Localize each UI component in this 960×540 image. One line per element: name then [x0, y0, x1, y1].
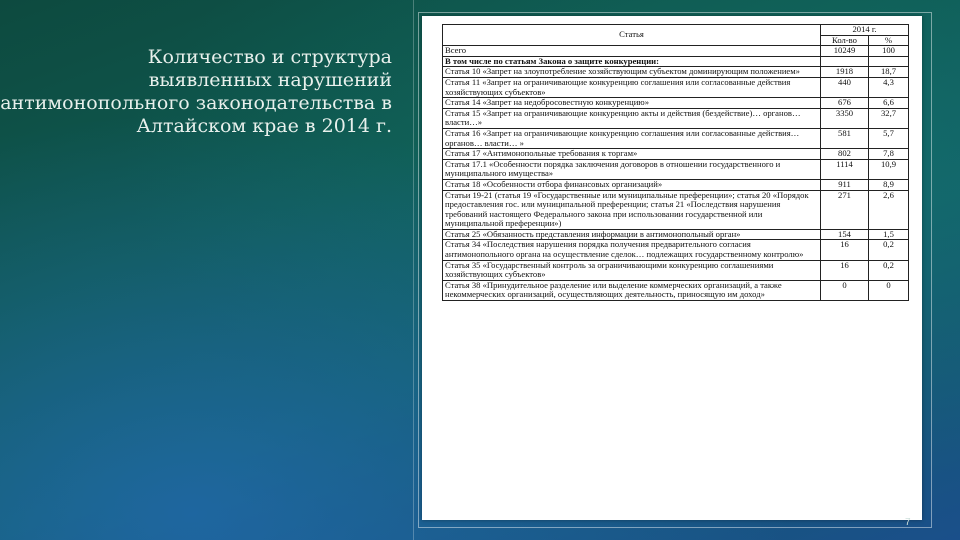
cell-article: Статья 10 «Запрет на злоупотребление хозяйствующим субъектом доминирующим положением» — [443, 67, 821, 78]
cell-article: Статья 11 «Запрет на ограничивающие конкуренцию соглашения или согласованные действия хозяйствующих субъектов» — [443, 77, 821, 97]
cell-count: 802 — [821, 149, 869, 160]
cell-count: 911 — [821, 179, 869, 190]
cell-count: 676 — [821, 98, 869, 109]
cell-article: Статья 15 «Запрет на ограничивающие конкуренцию акты и действия (бездействие)… органов… власти…» — [443, 108, 821, 128]
cell-percent: 8,9 — [869, 179, 909, 190]
slide-title-line: антимонопольного законодательства в — [0, 92, 392, 114]
cell-percent: 0,2 — [869, 260, 909, 280]
cell-count: 271 — [821, 190, 869, 229]
cell-percent: 7,8 — [869, 149, 909, 160]
page-number: 7 — [905, 517, 911, 528]
cell-percent: 2,6 — [869, 190, 909, 229]
cell-percent: 32,7 — [869, 108, 909, 128]
table-row — [443, 260, 909, 280]
cell-count: 10249 — [821, 46, 869, 57]
cell-article: Статья 17 «Антимонопольные требования к торгам» — [443, 149, 821, 160]
cell-count: 154 — [821, 229, 869, 240]
table-row — [443, 67, 909, 78]
cell-percent: 6,6 — [869, 98, 909, 109]
cell-percent: 0,2 — [869, 240, 909, 260]
header-percent: % — [869, 35, 909, 46]
cell-article: Статья 35 «Государственный контроль за ограничивающими конкуренцию соглашениями хозяйствующих субъектов» — [443, 260, 821, 280]
cell-article: Статья 16 «Запрет на ограничивающие конкуренцию соглашения или согласованные действия… органов… власти… » — [443, 128, 821, 148]
cell-count: 440 — [821, 77, 869, 97]
slide-title-line: выявленных нарушений — [148, 69, 392, 91]
cell-article: Статья 38 «Принудительное разделение или выделение коммерческих организаций, а также некоммерческих организаций, осуществляющих деятельность, приносящую им доход» — [443, 280, 821, 300]
table-row — [443, 190, 909, 229]
table-row — [443, 179, 909, 190]
table-header-row — [443, 25, 909, 36]
header-article: Статья — [443, 25, 821, 46]
cell-percent: 100 — [869, 46, 909, 57]
table-row — [443, 98, 909, 109]
cell-article: Статья 34 «Последствия нарушения порядка получения предварительного согласия антимонопольного органа на осуществление сделок… подлежащих государственному контролю» — [443, 240, 821, 260]
table-row — [443, 159, 909, 179]
cell-count: 1918 — [821, 67, 869, 78]
table-row — [443, 77, 909, 97]
cell-percent: 18,7 — [869, 67, 909, 78]
cell-count: 3350 — [821, 108, 869, 128]
slide-title — [0, 46, 392, 138]
cell-count: 1114 — [821, 159, 869, 179]
cell-count: 581 — [821, 128, 869, 148]
slide-title-line: Алтайском крае в 2014 г. — [136, 115, 392, 137]
table-row — [443, 240, 909, 260]
cell-article: Статья 18 «Особенности отбора финансовых организаций» — [443, 179, 821, 190]
table-row — [443, 56, 909, 67]
table-row — [443, 280, 909, 300]
cell-article: Статья 25 «Обязанность представления информации в антимонопольный орган» — [443, 229, 821, 240]
cell-count: 16 — [821, 260, 869, 280]
cell-article: Статья 14 «Запрет на недобросовестную конкуренцию» — [443, 98, 821, 109]
table-row — [443, 229, 909, 240]
cell-percent — [869, 56, 909, 67]
header-year: 2014 г. — [821, 25, 909, 36]
table-row — [443, 149, 909, 160]
header-count: Кол-во — [821, 35, 869, 46]
table-row — [443, 108, 909, 128]
cell-article: Статья 17.1 «Особенности порядка заключения договоров в отношении государственного и муниципального имущества» — [443, 159, 821, 179]
table-row — [443, 46, 909, 57]
violations-table — [442, 24, 909, 301]
cell-percent: 1,5 — [869, 229, 909, 240]
cell-count — [821, 56, 869, 67]
cell-percent: 4,3 — [869, 77, 909, 97]
cell-count: 16 — [821, 240, 869, 260]
cell-percent: 10,9 — [869, 159, 909, 179]
cell-count: 0 — [821, 280, 869, 300]
cell-article: В том числе по статьям Закона о защите конкуренции: — [443, 56, 821, 67]
slide-title-line: Количество и структура — [147, 46, 392, 68]
cell-article: Статьи 19-21 (статья 19 «Государственные или муниципальные преференции»; статья 20 «Порядок предоставления гос. или муниципальной преференции; статья 21 «Последствия нарушения требований настоящего Федерального закона при использовании государственной или муниципальной преференции») — [443, 190, 821, 229]
table-row — [443, 128, 909, 148]
decorative-divider — [413, 0, 414, 540]
cell-article: Всего — [443, 46, 821, 57]
cell-percent: 5,7 — [869, 128, 909, 148]
cell-percent: 0 — [869, 280, 909, 300]
scanned-table-page — [422, 16, 922, 520]
